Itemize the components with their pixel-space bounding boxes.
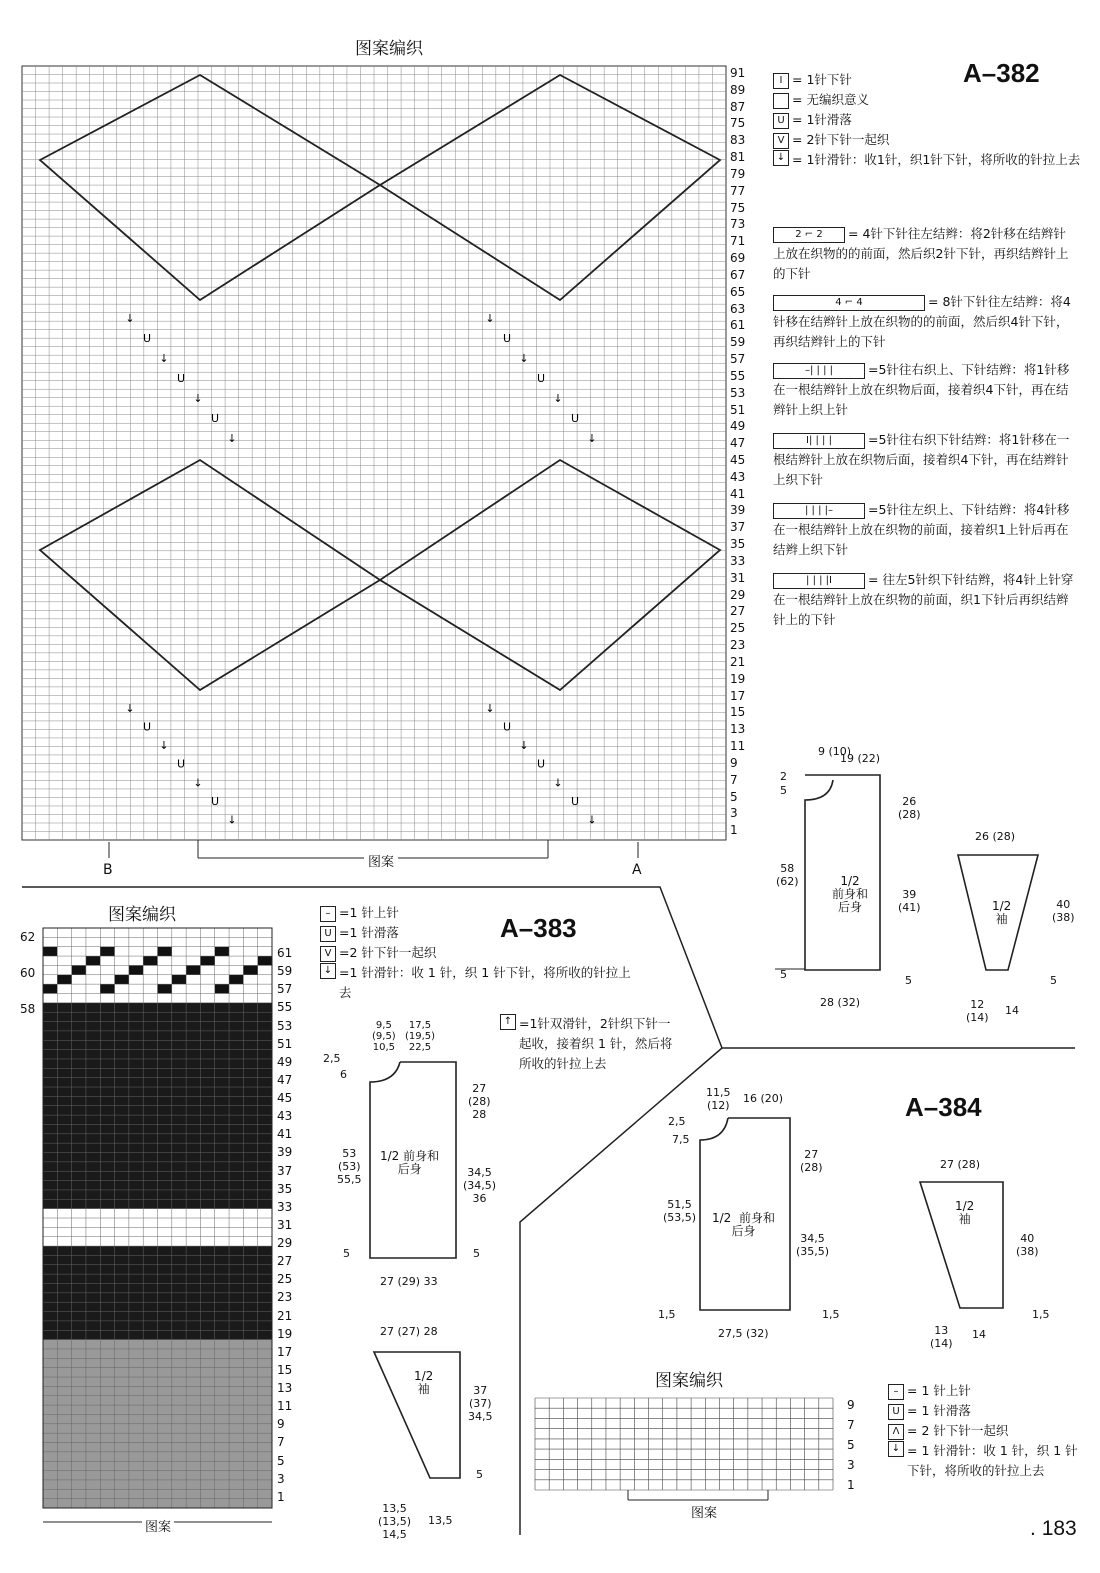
legend-text: = 2针下针一起织 (792, 132, 890, 147)
cable-5-right-knit-icon: I| | | | (773, 433, 865, 449)
a383-sleeve-top: 27 (27) 28 (380, 1325, 438, 1338)
row-number: 75 (730, 116, 746, 131)
a383-body-neck-b: 6 (340, 1068, 347, 1081)
stitch-symbol: ↓ (159, 739, 169, 753)
page-number (1030, 1517, 1077, 1541)
row-number: 49 (730, 419, 746, 434)
row-number: 59 (277, 964, 293, 979)
row-number: 61 (277, 946, 293, 960)
a383-sleeve-label: 1/2 袖 (414, 1369, 434, 1396)
row-number: 51 (277, 1036, 293, 1051)
row-number: 49 (277, 1054, 293, 1069)
stitch-symbol: ↓ (125, 312, 135, 325)
stitch-symbol: ↓ (587, 813, 597, 827)
row-number: 15 (730, 705, 746, 720)
row-number: 21 (730, 654, 746, 669)
row-number: 83 (730, 133, 746, 148)
row-number: 71 (730, 234, 746, 249)
page-number-text: 183 (1041, 1517, 1077, 1540)
stitch-symbol: ↓ (159, 352, 169, 365)
a383-code: A–383 (500, 913, 577, 943)
a382-body-left: 58 (62) (776, 862, 799, 888)
a382-body-right-b: 39 (41) (898, 888, 921, 914)
row-number: 17 (277, 1344, 293, 1359)
row-number: 45 (730, 453, 746, 467)
a384-body-right-a: 27 (28) (800, 1148, 823, 1174)
legend-text: =5针往右织上、下针结辫：将1针移在一根结辫针上放在织物后面，接着织4下针，再在结辫针上织上针 (773, 362, 1070, 417)
row-number: 3 (277, 1471, 285, 1486)
row-number: 79 (730, 166, 746, 181)
a384-body-bottom: 27,5 (32) (718, 1327, 769, 1340)
row-number: 41 (277, 1127, 293, 1142)
legend-text: = 8针下针往左结辫：将4 针移在结辫针上放在织物的的前面，然后织4针下针，再织结辫针上的下针 (773, 294, 1071, 349)
slip-stitch-icon: U (888, 1404, 904, 1420)
stitch-symbol: ↓ (587, 432, 597, 445)
stitch-symbol: ↓ (227, 813, 237, 827)
stitch-symbol: ↓ (125, 702, 135, 715)
a383-sleeve-bottom-a: 13,5 (13,5) 14,5 (378, 1502, 412, 1541)
row-number: 9 (730, 755, 738, 770)
a384-code: A–384 (905, 1092, 982, 1122)
a382-sleeve-bottom-b: 14 (1005, 1004, 1019, 1017)
legend-text: = 1针下针 (792, 72, 852, 87)
row-number: 33 (730, 553, 746, 568)
legend-text: = 1 针上针 (907, 1383, 971, 1398)
a382-code: A–382 (963, 58, 1040, 88)
a384-body-neck-a: 2,5 (668, 1115, 686, 1128)
row-number: 19 (277, 1326, 293, 1341)
a383-body-right-b: 34,5 (34,5) 36 (463, 1166, 497, 1205)
slip-stitch-icon: U (320, 926, 336, 942)
a384-footer: 图案 (688, 1502, 720, 1521)
a384-body-hem-right: 1,5 (822, 1308, 840, 1321)
row-number: 33 (277, 1199, 293, 1214)
stitch-symbol: U (176, 372, 186, 385)
row-number: 59 (730, 335, 746, 350)
cable-4-left-icon: 2 ⌐ 2 (773, 227, 845, 243)
purl-stitch-icon: – (320, 906, 336, 922)
row-number: 1 (730, 823, 738, 838)
a382-body-neck-b: 5 (780, 784, 787, 797)
skp-icon: ↓ (320, 963, 336, 979)
row-number: 63 (730, 301, 746, 316)
row-number: 15 (277, 1362, 293, 1377)
row-number: 23 (277, 1290, 293, 1305)
legend-text: =5针往左织上、下针结辫：将4针移在一根结辫针上放在织物的前面，接着织1上针后再在结辫上织下针 (773, 502, 1070, 557)
cable-5-left-knit-icon: | | | |I (773, 573, 865, 589)
row-number: 13 (277, 1381, 293, 1396)
row-number: 5 (847, 1438, 855, 1452)
a384-sleeve-label: 1/2 袖 (955, 1199, 975, 1226)
row-number: 27 (730, 604, 746, 619)
row-number: 5 (277, 1453, 285, 1468)
row-number: 45 (277, 1091, 293, 1106)
row-number: 11 (730, 739, 746, 754)
legend-text: = 1针滑针：收1针，织1针下针，将所收的针拉上去 (792, 152, 1081, 167)
legend-text: = 1 针滑落 (907, 1403, 971, 1418)
row-number: 69 (730, 251, 746, 266)
row-number: 31 (277, 1217, 293, 1232)
row-number: 29 (277, 1236, 293, 1251)
row-number: 51 (730, 402, 746, 417)
row-number: 67 (730, 267, 746, 282)
stitch-symbol: U (570, 794, 580, 808)
legend-text: = 无编织意义 (792, 92, 869, 107)
stitch-symbol: ↓ (193, 392, 203, 405)
legend-text: =2 针下针一起织 (339, 945, 437, 960)
a383-body-hem-left: 5 (343, 1247, 350, 1260)
a382-sleeve-bottom-a: 12 (14) (966, 998, 989, 1024)
page-dot: . (1030, 1517, 1036, 1540)
row-number: 47 (277, 1072, 293, 1087)
stitch-symbol: ↓ (553, 392, 563, 405)
a384-body-hem-left: 1,5 (658, 1308, 676, 1321)
a382-body-top-b: 19 (22) (840, 752, 881, 765)
row-number: 53 (277, 1018, 293, 1033)
a384-chart-title: 图案编织 (655, 1371, 723, 1391)
a382-body-neck-a: 2 (780, 770, 787, 783)
row-number: 57 (730, 352, 746, 367)
legend-text: = 往左5针织下针结辫，将4针上针穿在一根结辫针上放在织物的前面，织1下针后再织结辫针上的下针 (773, 572, 1074, 627)
a383-body-left: 53 (53) 55,5 (337, 1147, 362, 1186)
stitch-symbol: ↓ (485, 312, 495, 325)
row-number: 7 (847, 1418, 855, 1432)
row-number: 5 (730, 789, 738, 804)
a383-body-neck-a: 2,5 (323, 1052, 341, 1065)
a384-sleeve-bottom-a: 13 (14) (930, 1324, 953, 1350)
row-number: 77 (730, 183, 746, 198)
stitch-symbol: U (210, 412, 220, 425)
a384-body-neck-b: 7,5 (672, 1133, 690, 1146)
stitch-symbol: U (142, 720, 152, 734)
a382-body-hem-right: 5 (905, 974, 912, 987)
a382-body-hem-left: 5 (780, 968, 787, 981)
row-number: 39 (730, 503, 746, 518)
row-number: 7 (730, 772, 738, 787)
a384-sleeve-right: 40 (38) (1016, 1232, 1039, 1258)
row-number: 35 (730, 537, 746, 552)
row-number: 1 (277, 1489, 285, 1504)
stitch-symbol: ↓ (553, 776, 563, 790)
stitch-symbol: U (536, 757, 546, 771)
stitch-symbol: ↓ (519, 352, 529, 365)
a384-body-top-b: 16 (20) (743, 1092, 784, 1105)
row-number: 11 (277, 1399, 293, 1414)
a384-sleeve-top: 27 (28) (940, 1158, 981, 1171)
row-number: 9 (277, 1417, 285, 1432)
row-number: 25 (730, 621, 746, 636)
k2tog-icon: V (320, 946, 336, 962)
a382-sleeve-label: 1/2 袖 (992, 899, 1012, 926)
row-number: 13 (730, 722, 746, 737)
a383-body-top-a: 9,5 (9,5) 10,5 (372, 1020, 396, 1053)
purl-stitch-icon: – (888, 1384, 904, 1400)
row-number: 37 (277, 1163, 293, 1178)
legend-text: = 1针滑落 (792, 112, 852, 127)
a384-body-left: 51,5 (53,5) (663, 1198, 697, 1224)
skp-icon: ↓ (773, 150, 789, 166)
a383-body-top-b: 17,5 (19,5) 22,5 (405, 1020, 436, 1053)
a382-body-top-a: 9 (10) (818, 745, 852, 758)
a383-sleeve-hem: 5 (476, 1468, 483, 1481)
row-number: 31 (730, 570, 746, 585)
row-number: 19 (730, 671, 746, 686)
row-number: 61 (730, 318, 746, 333)
legend-text: = 2 针下针一起织 (907, 1423, 1009, 1438)
a382-footer-left: B (103, 862, 113, 878)
cable-8-left-icon: 4 ⌐ 4 (773, 295, 925, 311)
row-number: 3 (847, 1458, 855, 1472)
stitch-symbol: U (502, 332, 512, 345)
row-number: 29 (730, 587, 746, 602)
stitch-symbol: U (536, 372, 546, 385)
a383-chart-title: 图案编织 (108, 905, 176, 925)
row-number: 62 (20, 930, 36, 944)
cable-5-right-purl-icon: –| | | | (773, 363, 865, 379)
row-number: 23 (730, 638, 746, 653)
row-number: 57 (277, 982, 293, 997)
row-number: 43 (277, 1109, 293, 1124)
a382-body-bottom: 28 (32) (820, 996, 861, 1009)
row-number: 3 (730, 806, 738, 821)
row-number: 73 (730, 217, 746, 232)
row-number: 39 (277, 1145, 293, 1160)
row-number: 7 (277, 1435, 285, 1450)
stitch-symbol: U (502, 720, 512, 734)
stitch-symbol: U (142, 332, 152, 345)
a382-footer-center: 图案 (364, 851, 398, 870)
stitch-symbol: U (570, 412, 580, 425)
row-number: 47 (730, 436, 746, 451)
a383-footer: 图案 (142, 1516, 174, 1535)
row-number: 21 (277, 1308, 293, 1323)
stitch-symbol: ↓ (193, 776, 203, 790)
row-number: 58 (20, 1002, 36, 1016)
a384-body-top-a: 11,5 (12) (706, 1086, 731, 1112)
a383-body-right-a: 27 (28) 28 (468, 1082, 491, 1121)
a383-sleeve-bottom-b: 13,5 (428, 1514, 453, 1527)
a383-body-hem-right: 5 (473, 1247, 480, 1260)
a382-sleeve-right: 40 (38) (1052, 898, 1075, 924)
a384-sleeve-bottom-b: 14 (972, 1328, 986, 1341)
row-number: 25 (277, 1272, 293, 1287)
stitch-symbol: U (210, 794, 220, 808)
a382-footer-right: A (632, 862, 642, 878)
a384-body-right-b: 34,5 (35,5) (796, 1232, 830, 1258)
cable-5-left-purl-icon: | | | |– (773, 503, 865, 519)
row-number: 53 (730, 385, 746, 400)
legend-text: =1 针滑针：收 1 针，织 1 针下针，将所收的针拉上去 (339, 965, 631, 1000)
legend-text: = 1 针滑针：收 1 针，织 1 针下针，将所收的针拉上去 (907, 1443, 1078, 1478)
k2tog-icon: V (773, 133, 789, 149)
k2tog-icon: Λ (888, 1424, 904, 1440)
row-number: 55 (730, 368, 746, 383)
a384-body-label: 1/2 前身和 后身 (712, 1211, 775, 1238)
row-number: 87 (730, 99, 746, 114)
double-slip-icon: ↑ (500, 1014, 516, 1030)
a382-sleeve-hem: 5 (1050, 974, 1057, 987)
row-number: 37 (730, 520, 746, 535)
row-number: 35 (277, 1181, 293, 1196)
row-number: 1 (847, 1478, 855, 1492)
row-number: 81 (730, 150, 746, 165)
row-number: 75 (730, 200, 746, 215)
a383-body-bottom: 27 (29) 33 (380, 1275, 438, 1288)
stitch-symbol: ↓ (519, 739, 529, 753)
row-number: 9 (847, 1398, 855, 1412)
row-number: 27 (277, 1254, 293, 1269)
a382-chart-title: 图案编织 (355, 39, 423, 59)
row-number: 43 (730, 469, 746, 484)
a383-body-label: 1/2 前身和 后身 (380, 1149, 440, 1176)
stitch-symbol: ↓ (227, 432, 237, 445)
skp-icon: ↓ (888, 1441, 904, 1457)
knit-stitch-icon: I (773, 73, 789, 89)
stitch-symbol: U (176, 757, 186, 771)
a382-body-right-a: 26 (28) (898, 795, 921, 821)
a384-sleeve-hem: 1,5 (1032, 1308, 1050, 1321)
slip-stitch-icon: U (773, 113, 789, 129)
legend-text: =1 针滑落 (339, 925, 399, 940)
row-number: 55 (277, 1000, 293, 1015)
a382-sleeve-top: 26 (28) (975, 830, 1016, 843)
row-number: 89 (730, 82, 746, 97)
legend-text: =5针往右织下针结辫：将1针移在一根结辫针上放在织物后面，接着织4下针，再在结辫针上织下针 (773, 432, 1070, 487)
row-number: 60 (20, 966, 36, 980)
row-number: 41 (730, 486, 746, 501)
a382-body-label: 1/2 前身和 后身 (832, 874, 869, 914)
row-number: 91 (730, 66, 746, 80)
legend-text: =1 针上针 (339, 905, 399, 920)
legend-text: = 4针下针往左结辫：将2针移在结辫针上放在织物的的前面，然后织2针下针，再织结辫针上的下针 (773, 226, 1069, 281)
legend-text: =1针双滑针，2针织下针一起收，接着织 1 针，然后将所收的针拉上去 (519, 1016, 673, 1071)
row-number: 17 (730, 688, 746, 703)
a383-sleeve-right: 37 (37) 34,5 (468, 1384, 493, 1423)
row-number: 65 (730, 284, 746, 299)
stitch-symbol: ↓ (485, 702, 495, 715)
